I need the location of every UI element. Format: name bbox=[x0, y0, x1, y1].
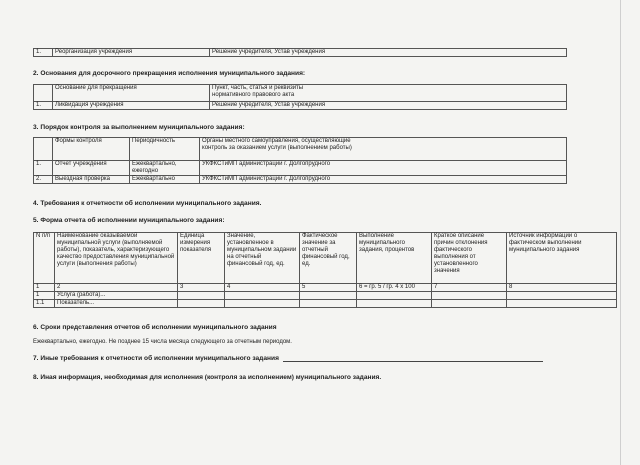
header-form: Формы контроля bbox=[53, 138, 130, 161]
reason-cell: Реорганизация учреждения bbox=[53, 49, 210, 57]
header-col-4: Значение, установленное в муниципальном задании на отчетный финансовый год, ед. bbox=[225, 233, 300, 284]
header-basis: Пункт, часть, статья и реквизиты нормативного правового акта bbox=[210, 85, 567, 102]
header-col-3: Единица измерения показателя bbox=[178, 233, 225, 284]
row-number: 1. bbox=[34, 102, 53, 110]
section-4-heading: 4. Требования к отчетности об исполнении муниципального задания. bbox=[33, 200, 262, 207]
section-5-heading: 5. Форма отчета об исполнении муниципального задания: bbox=[33, 217, 225, 224]
section-7-heading: 7. Иные требования к отчетности об исполнении муниципального задания bbox=[33, 355, 543, 362]
table-header-row bbox=[34, 85, 567, 102]
table-row: 1.1 Показатель... bbox=[34, 300, 617, 308]
report-form-table bbox=[33, 232, 617, 308]
header-col-8: Источник информации о фактическом выполнении муниципального задания bbox=[507, 233, 617, 284]
control-table bbox=[33, 137, 567, 184]
table-row bbox=[34, 102, 567, 110]
organ-cell: УКФКСТиМП администрации г. Долгопрудного bbox=[200, 176, 567, 184]
table-header-row bbox=[34, 138, 567, 161]
organ-cell: УКФКСТиМП администрации г. Долгопрудного bbox=[200, 161, 567, 176]
row-number: 1. bbox=[34, 49, 53, 57]
table-row bbox=[34, 176, 567, 184]
page-edge-line bbox=[620, 0, 621, 465]
header-col-6: Выполнение муниципального задания, процентов bbox=[357, 233, 432, 284]
basis-cell: Решение учредителя, Устав учреждения bbox=[210, 102, 567, 110]
period-cell: Ежеквартально bbox=[130, 176, 200, 184]
section-6-heading: 6. Сроки представления отчетов об исполнении муниципального задания bbox=[33, 324, 277, 331]
table-row bbox=[34, 161, 567, 176]
header-col-7: Краткое описание причин отклонения фактического выполнения от установленного значения bbox=[432, 233, 507, 284]
column-number-row: 1 2 3 4 5 6 = гр. 5 / гр. 4 х 100 7 8 bbox=[34, 284, 617, 292]
header-organ: Органы местного самоуправления, осуществляющие контроль за оказанием услуги (выполнением работы) bbox=[200, 138, 567, 161]
section-6-text: Ежеквартально, ежегодно. Не позднее 15 числа месяца следующего за отчетным периодом. bbox=[33, 339, 292, 345]
table-row bbox=[34, 49, 567, 57]
row-number: 1. bbox=[34, 161, 53, 176]
basis-cell: Решение учредителя, Устав учреждения bbox=[210, 49, 567, 57]
form-cell: Выездная проверка bbox=[53, 176, 130, 184]
header-period: Периодичность bbox=[130, 138, 200, 161]
table-row: 1 Услуга (работа)... bbox=[34, 292, 617, 300]
section-8-heading: 8. Иная информация, необходимая для исполнения (контроля за исполнением) муниципального задания. bbox=[33, 374, 382, 381]
section-3-heading: 3. Порядок контроля за выполнением муниципального задания: bbox=[33, 124, 245, 131]
header-col-2: Наименование оказываемой муниципальной услуги (выполняемой работы), показатель, характеризующего качество предоставления муниципальной услуги (выполнения работы) bbox=[55, 233, 178, 284]
row-number: 2. bbox=[34, 176, 53, 184]
form-cell: Отчет учреждения bbox=[53, 161, 130, 176]
header-col-5: Фактическое значение за отчетный финансовый год, ед. bbox=[300, 233, 357, 284]
termination-table bbox=[33, 84, 567, 110]
table-header-row bbox=[34, 233, 617, 284]
header-reason: Основание для прекращения bbox=[53, 85, 210, 102]
section-2-heading: 2. Основания для досрочного прекращения исполнения муниципального задания: bbox=[33, 70, 306, 77]
blank-line bbox=[283, 361, 543, 362]
reason-cell: Ликвидация учреждения bbox=[53, 102, 210, 110]
period-cell: Ежеквартально, ежегодно bbox=[130, 161, 200, 176]
header-col-1: N п/п bbox=[34, 233, 55, 284]
reorganization-table bbox=[33, 48, 567, 57]
